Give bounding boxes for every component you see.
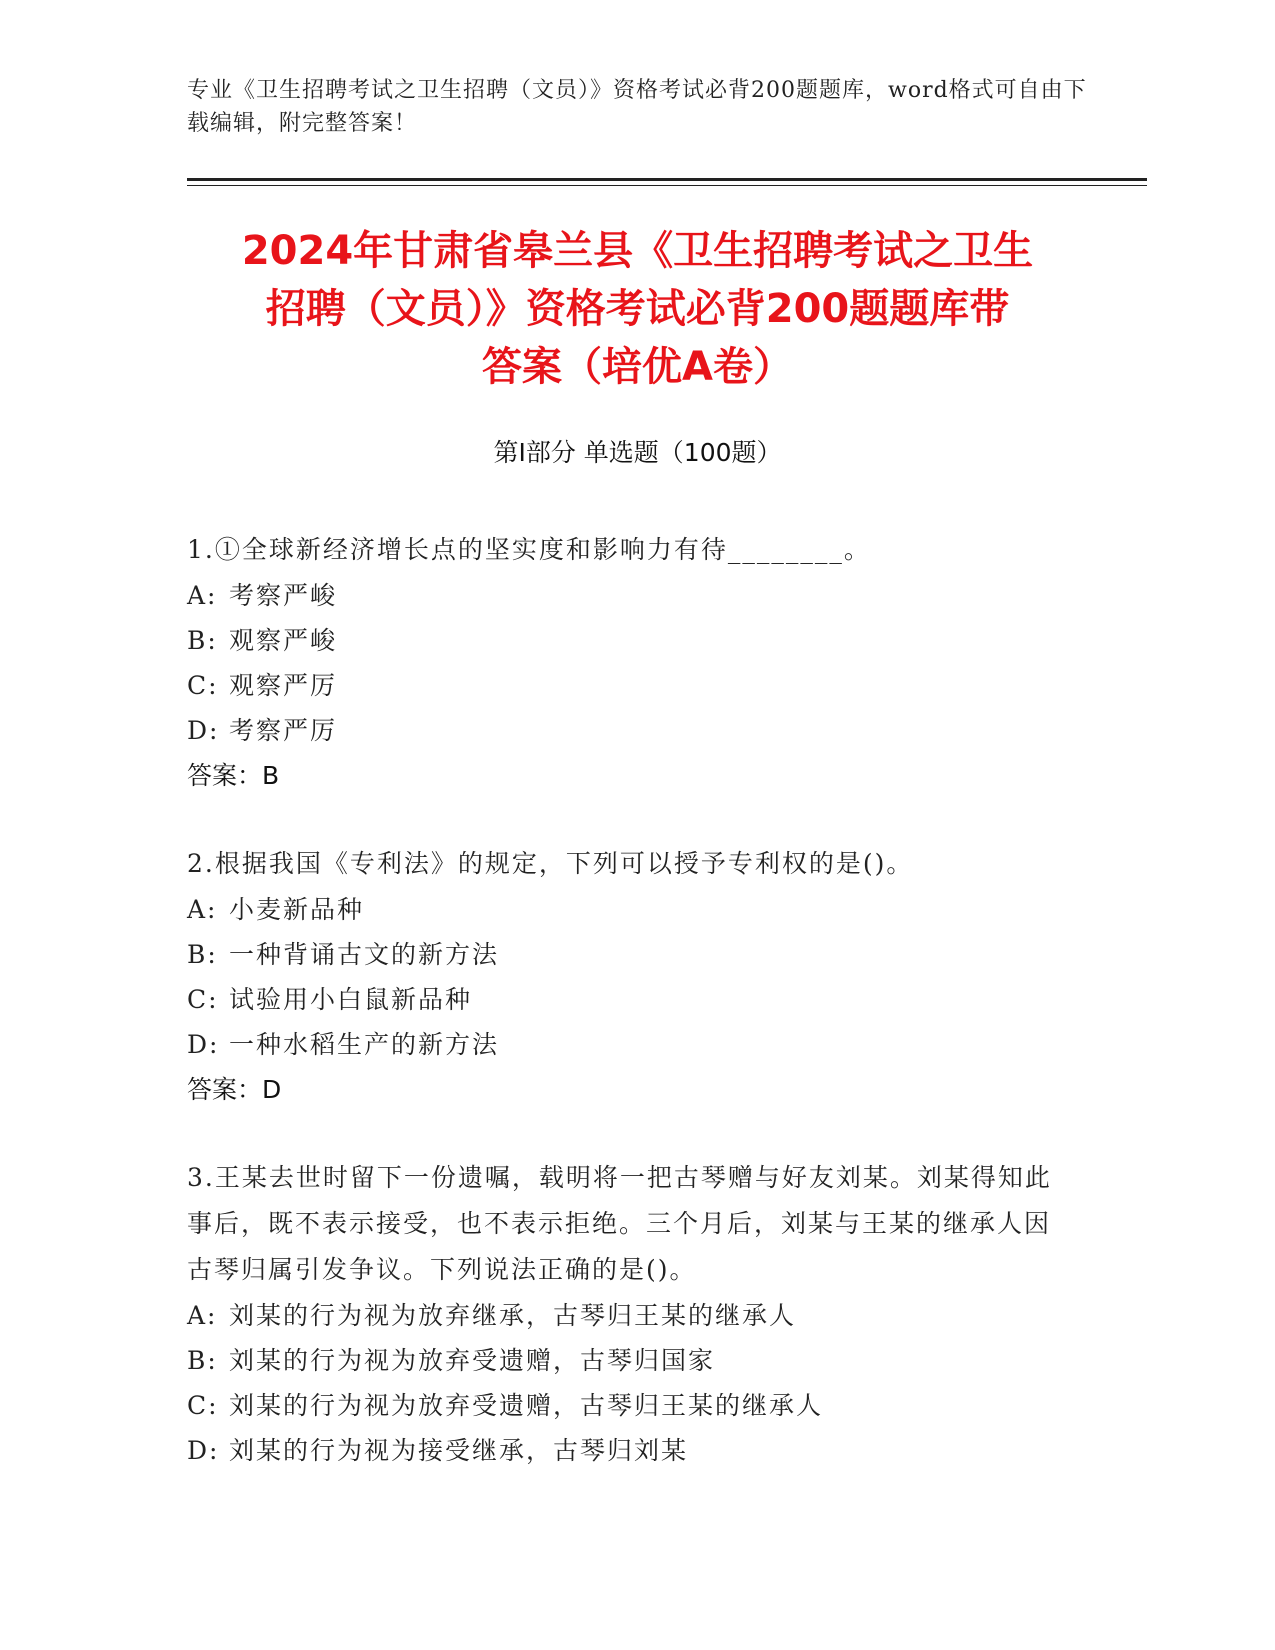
answer-text: 答案：D	[187, 1075, 282, 1104]
option-label: B:	[187, 626, 218, 655]
option-text: 考察严厉	[229, 716, 338, 745]
header-rule-thick	[187, 178, 1147, 181]
question-2	[187, 841, 1067, 1112]
answer-text: 答案：B	[187, 761, 280, 790]
option-label: D:	[187, 716, 220, 745]
option-label: C:	[187, 671, 219, 700]
header-note: 专业《卫生招聘考试之卫生招聘（文员）》资格考试必背200题题库，word格式可自由下载编辑，附完整答案！	[187, 78, 1087, 136]
option-text: 小麦新品种	[229, 895, 365, 924]
option-c	[187, 977, 1067, 1022]
option-b	[187, 618, 1067, 663]
option-label: B:	[187, 940, 218, 969]
option-a	[187, 573, 1067, 618]
question-list	[187, 527, 1067, 1516]
header-rule-thin	[187, 185, 1147, 186]
section-title: 第Ⅰ部分 单选题（100题）	[493, 438, 782, 467]
option-d	[187, 708, 1067, 753]
option-text: 一种背诵古文的新方法	[229, 940, 500, 969]
option-d	[187, 1428, 1067, 1473]
option-text: 试验用小白鼠新品种	[229, 985, 473, 1014]
option-text: 刘某的行为视为放弃受遗赠，古琴归王某的继承人	[229, 1391, 824, 1420]
option-label: A:	[187, 1301, 218, 1330]
question-stem: 3.王某去世时留下一份遗嘱，载明将一把古琴赠与好友刘某。刘某得知此事后，既不表示接受，也不表示拒绝。三个月后，刘某与王某的继承人因古琴归属引发争议。下列说法正确的是()。	[187, 1163, 1052, 1284]
option-label: C:	[187, 985, 219, 1014]
title-line-3: 答案（培优A卷）	[482, 344, 793, 390]
option-b	[187, 1338, 1067, 1383]
option-label: A:	[187, 895, 218, 924]
option-c	[187, 663, 1067, 708]
option-a	[187, 887, 1067, 932]
option-text: 观察严厉	[229, 671, 338, 700]
option-label: C:	[187, 1391, 219, 1420]
option-label: A:	[187, 581, 218, 610]
option-label: B:	[187, 1346, 218, 1375]
option-label: D:	[187, 1436, 220, 1465]
title-line-2: 招聘（文员）》资格考试必背200题题库带	[265, 286, 1010, 332]
option-text: 一种水稻生产的新方法	[229, 1030, 500, 1059]
option-b	[187, 932, 1067, 977]
document-title	[150, 222, 1125, 396]
question-stem: 1.①全球新经济增长点的坚实度和影响力有待________。	[187, 535, 871, 564]
option-text: 刘某的行为视为放弃继承，古琴归王某的继承人	[229, 1301, 797, 1330]
option-label: D:	[187, 1030, 220, 1059]
option-c	[187, 1383, 1067, 1428]
option-text: 观察严峻	[229, 626, 338, 655]
option-text: 刘某的行为视为放弃受遗赠，古琴归国家	[229, 1346, 716, 1375]
option-text: 刘某的行为视为接受继承，古琴归刘某	[229, 1436, 689, 1465]
option-text: 考察严峻	[229, 581, 338, 610]
question-1	[187, 527, 1067, 798]
question-stem: 2.根据我国《专利法》的规定，下列可以授予专利权的是()。	[187, 849, 914, 878]
option-d	[187, 1022, 1067, 1067]
title-line-1: 2024年甘肃省皋兰县《卫生招聘考试之卫生	[241, 228, 1034, 274]
question-3	[187, 1155, 1067, 1473]
option-a	[187, 1293, 1067, 1338]
